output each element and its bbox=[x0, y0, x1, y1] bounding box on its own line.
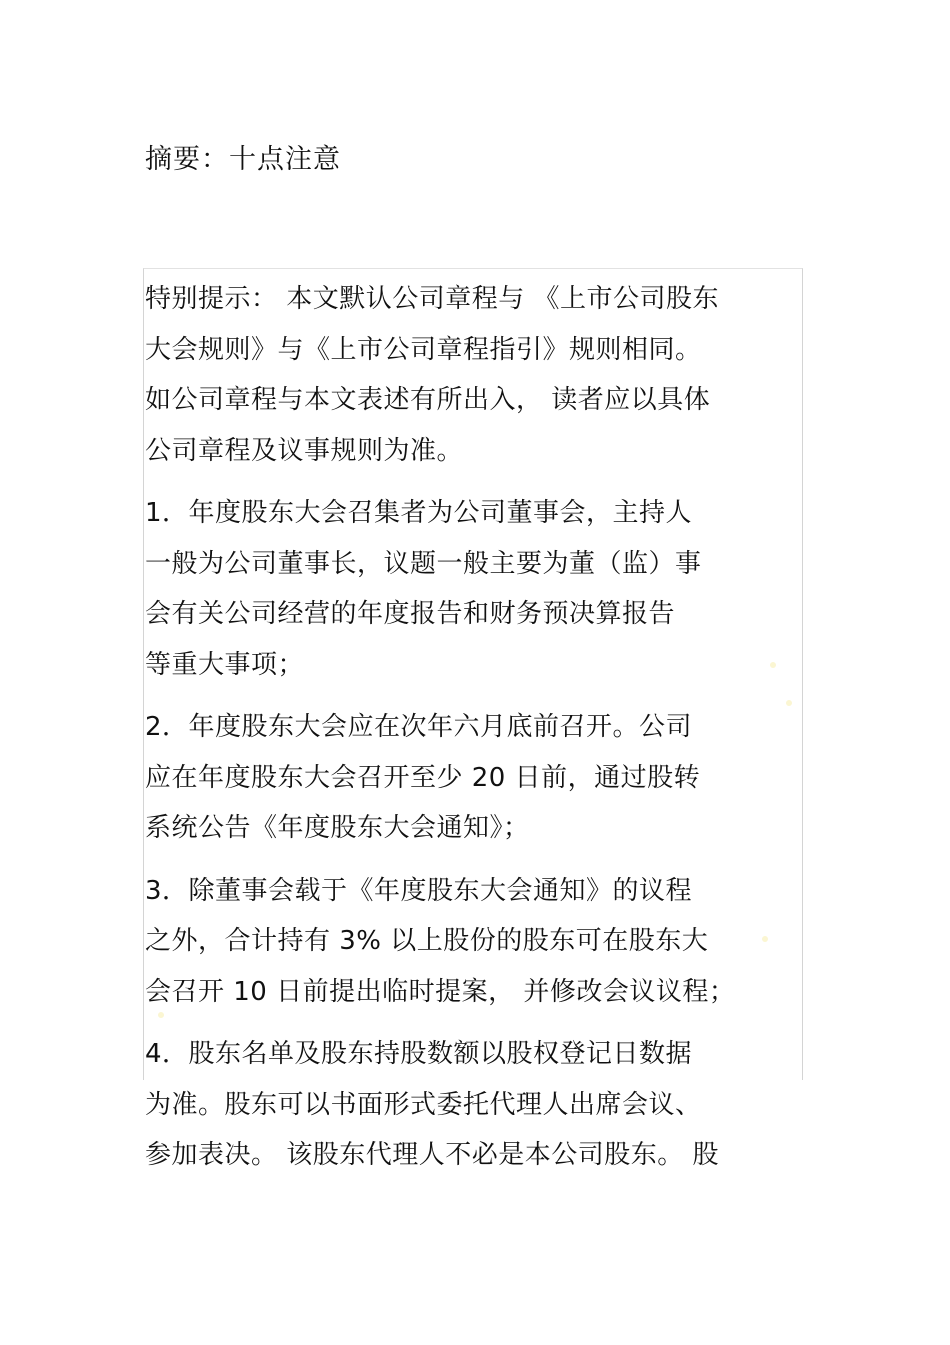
text-line: 大会规则》与《上市公司章程指引》规则相同。 bbox=[145, 334, 702, 365]
text-line: 一般为公司董事长，议题一般主要为董（监）事 bbox=[145, 548, 702, 579]
point-4-paragraph bbox=[145, 1029, 815, 1181]
text-line: 特别提示： 本文默认公司章程与 《上市公司股东 bbox=[145, 284, 720, 314]
text-line: 为准。股东可以书面形式委托代理人出席会议、 bbox=[145, 1089, 702, 1120]
point-2-paragraph bbox=[145, 702, 815, 854]
point-3-paragraph bbox=[145, 866, 815, 1018]
point-1-paragraph bbox=[145, 488, 815, 690]
text-line: 4．股东名单及股东持股数额以股权登记日数据 bbox=[145, 1039, 693, 1069]
text-line: 等重大事项； bbox=[145, 649, 305, 680]
page-title: 摘要：十点注意 bbox=[145, 144, 341, 175]
text-line: 公司章程及议事规则为准。 bbox=[145, 435, 464, 466]
text-line: 应在年度股东大会召开至少 20 日前，通过股转 bbox=[145, 762, 701, 793]
text-line: 会召开 10 日前提出临时提案， 并修改会议议程； bbox=[145, 976, 736, 1007]
text-line: 参加表决。 该股东代理人不必是本公司股东。 股 bbox=[145, 1140, 720, 1170]
document-body bbox=[145, 274, 815, 1193]
text-line: 之外，合计持有 3% 以上股份的股东可在股东大 bbox=[145, 926, 709, 956]
text-line: 系统公告《年度股东大会通知》； bbox=[145, 813, 530, 843]
text-line: 1．年度股东大会召集者为公司董事会，主持人 bbox=[145, 498, 693, 528]
text-line: 如公司章程与本文表述有所出入， 读者应以具体 bbox=[145, 385, 711, 415]
special-notice-paragraph bbox=[145, 274, 815, 476]
text-line: 2．年度股东大会应在次年六月底前召开。公司 bbox=[145, 712, 693, 742]
text-line: 会有关公司经营的年度报告和财务预决算报告 bbox=[145, 599, 676, 629]
text-line: 3．除董事会载于《年度股东大会通知》的议程 bbox=[145, 875, 693, 906]
